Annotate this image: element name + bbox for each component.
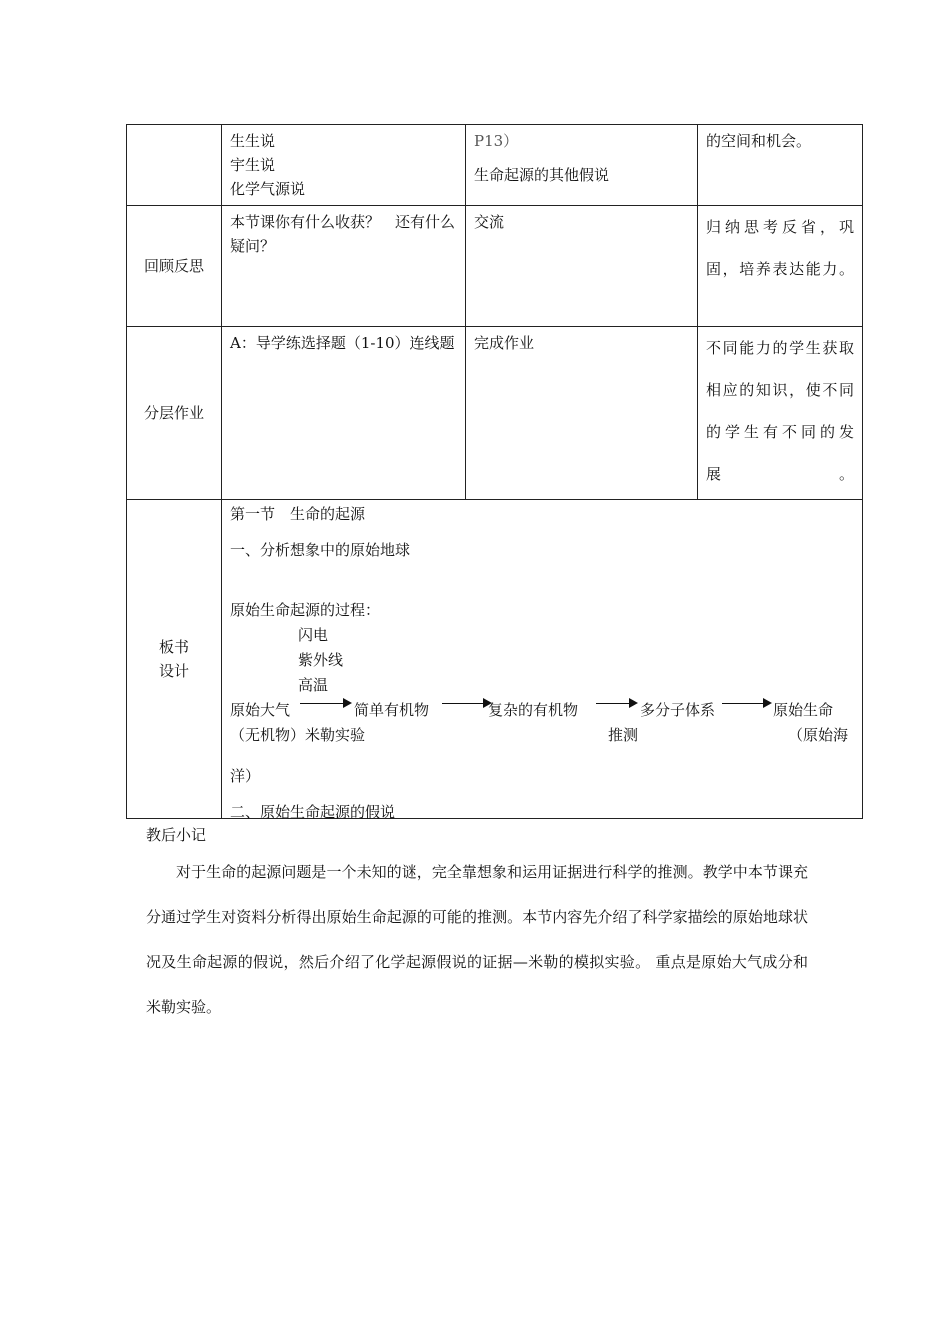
table-row [127,327,863,500]
activity-cell [466,206,698,327]
label-cell [127,125,222,206]
notes-body: 对于生命的起源问题是一个未知的谜，完全靠想象和运用证据进行科学的推测。教学中本节课充分通过学生对资料分析得出原始生命起源的可能的推测。本节内容先介绍了科学家描绘的原始地球状况及生命起源的假说，然后介绍了化学起源假说的证据—米勒的模拟实验。 重点是原始大气成分和米勒实验。 [146,863,808,1016]
arrow-icon [442,703,490,704]
hypothesis-item: 化学气源说 [230,180,306,198]
hypothesis-item: 生生说 [230,132,276,150]
hypothesis-item: 宇生说 [230,156,276,174]
activity-text: 完成作业 [474,334,535,352]
note-speculation: 推测 [608,726,639,744]
row-label-line: 板书 [158,638,189,656]
content-cell [222,125,466,206]
stage-complex-organics: 复杂的有机物 [488,701,579,719]
board-design-cell [222,500,863,819]
condition-heat: 高温 [298,676,329,694]
row-label-line: 设计 [158,662,189,680]
activity-text: 交流 [474,213,505,231]
arrow-icon [596,703,636,704]
condition-uv: 紫外线 [298,651,344,669]
condition-lightning: 闪电 [298,626,329,644]
arrow-icon [300,703,350,704]
heading-2: 二、原始生命起源的假说 [230,803,396,821]
notes-title: 教后小记 [146,826,207,844]
activity-cell [466,125,698,206]
intent-text: 不同能力的学生获取相应的知识，使不同的学生有不同的发展。 [706,339,854,483]
arrow-icon [722,703,770,704]
activity-cell [466,327,698,500]
intent-text: 的空间和机会。 [706,132,812,150]
note-inorganic: （无机物）米勒实验 [230,726,366,744]
intent-text: 归纳思考反省，巩固，培养表达能力。 [706,218,854,278]
row-label: 分层作业 [127,327,222,500]
note-ocean-b: 洋） [230,767,261,785]
stage-primitive-life: 原始生命 [773,701,834,719]
section-title: 第一节 生命的起源 [230,505,366,523]
row-label [127,500,222,819]
stage-primitive-atmosphere: 原始大气 [230,701,291,719]
activity-text: 生命起源的其他假说 [474,166,610,184]
heading-1: 一、分析想象中的原始地球 [230,541,411,559]
process-title: 原始生命起源的过程： [230,601,381,619]
stage-simple-organics: 简单有机物 [354,701,430,719]
intent-cell [698,206,863,327]
content-cell [222,327,466,500]
homework-text: A：导学练选择题（1-10）连线题 [230,334,455,352]
lesson-plan-table [126,124,863,819]
intent-cell [698,327,863,500]
page-ref: P13） [474,132,519,150]
table-row [127,125,863,206]
question-text: 本节课你有什么收获？ 还有什么疑问？ [230,213,456,255]
row-label: 回顾反思 [127,206,222,327]
content-cell [222,206,466,327]
note-ocean-a: （原始海 [788,726,849,744]
table-row [127,206,863,327]
intent-cell [698,125,863,206]
stage-multimolecular: 多分子体系 [640,701,716,719]
table-row [127,500,863,819]
